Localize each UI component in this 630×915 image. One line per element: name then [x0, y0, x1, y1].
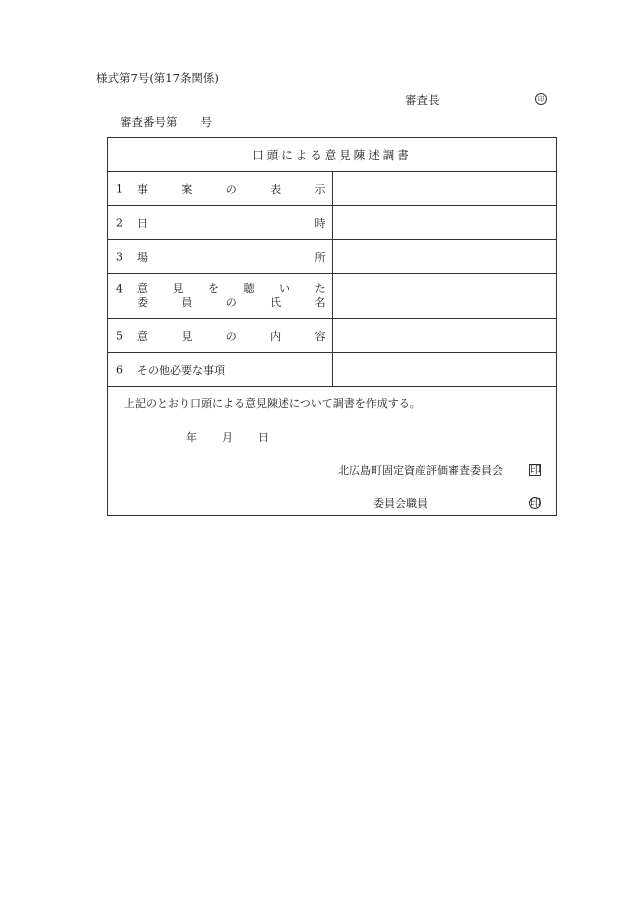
label-char: 案 — [181, 182, 193, 196]
label-char: 員 — [181, 296, 193, 309]
row-number: 2 — [116, 216, 123, 229]
label-char: い — [279, 282, 290, 295]
label-char: 氏 — [270, 296, 282, 309]
row-label-datetime — [108, 206, 333, 240]
review-number-label: 審査番号第 号 — [120, 115, 212, 129]
statement-text: 上記のとおり口頭による意見陳述について調書を作成する。 — [124, 397, 421, 410]
label-char: の — [225, 182, 237, 196]
label-char: た — [314, 282, 326, 295]
label-char: 聴 — [243, 282, 255, 295]
table-row-place — [108, 240, 557, 274]
row-label-committee-member — [108, 274, 333, 319]
opinion-value-cell[interactable] — [332, 319, 557, 353]
row-label-case — [108, 172, 333, 206]
seal-icon: 印 — [535, 93, 547, 105]
table-row-opinion — [108, 319, 557, 353]
table-row-committee-member — [108, 274, 557, 319]
staff-seal-icon: 印 — [530, 496, 541, 509]
label-char: 意 — [137, 282, 148, 295]
row-label-other — [108, 353, 333, 387]
table-title: 口頭による意見陳述調書 — [108, 138, 557, 172]
year-label: 年 — [186, 431, 197, 444]
label-char: 時 — [314, 216, 326, 230]
label-char: 意 — [137, 329, 148, 343]
row-label-opinion — [108, 319, 333, 353]
form-number-label: 様式第7号(第17条関係) — [96, 71, 219, 85]
committee-seal-icon: 印 — [530, 463, 541, 476]
label-char: 所 — [314, 250, 326, 264]
label-char: 日 — [137, 216, 148, 230]
other-value-cell[interactable] — [332, 353, 557, 387]
staff-label: 委員会職員 — [373, 497, 428, 510]
row-number: 3 — [116, 250, 123, 263]
place-value-cell[interactable] — [332, 240, 557, 274]
row-label-place — [108, 240, 333, 274]
label-char: 見 — [172, 282, 184, 295]
label-char: を — [208, 282, 219, 295]
label-char: の — [225, 329, 237, 343]
table-row-other — [108, 353, 557, 387]
case-value-cell[interactable] — [332, 172, 557, 206]
label-char: 事 — [137, 182, 148, 196]
committee-name: 北広島町固定資産評価審査委員会 — [338, 464, 503, 477]
label-char: 内 — [270, 329, 282, 343]
datetime-value-cell[interactable] — [332, 206, 557, 240]
row-number: 4 — [116, 282, 123, 296]
label-char: 委 — [137, 296, 148, 309]
label-char: 場 — [137, 250, 148, 264]
review-chief-label: 審査長 — [405, 93, 440, 107]
label-text: その他必要な事項 — [137, 363, 225, 377]
label-char: 容 — [314, 329, 326, 343]
statement-record-table — [107, 137, 557, 516]
label-char: の — [225, 296, 237, 309]
label-char: 見 — [181, 329, 193, 343]
month-label: 月 — [222, 431, 233, 444]
committee-member-value-cell[interactable] — [332, 274, 557, 319]
row-number: 5 — [116, 329, 123, 342]
label-char: 表 — [270, 182, 282, 196]
label-char: 名 — [314, 296, 326, 309]
row-number: 6 — [116, 363, 123, 376]
table-row-datetime — [108, 206, 557, 240]
label-char: 示 — [314, 182, 326, 196]
footer-cell — [108, 387, 557, 516]
row-number: 1 — [116, 182, 123, 195]
day-label: 日 — [258, 431, 269, 444]
table-row-case — [108, 172, 557, 206]
